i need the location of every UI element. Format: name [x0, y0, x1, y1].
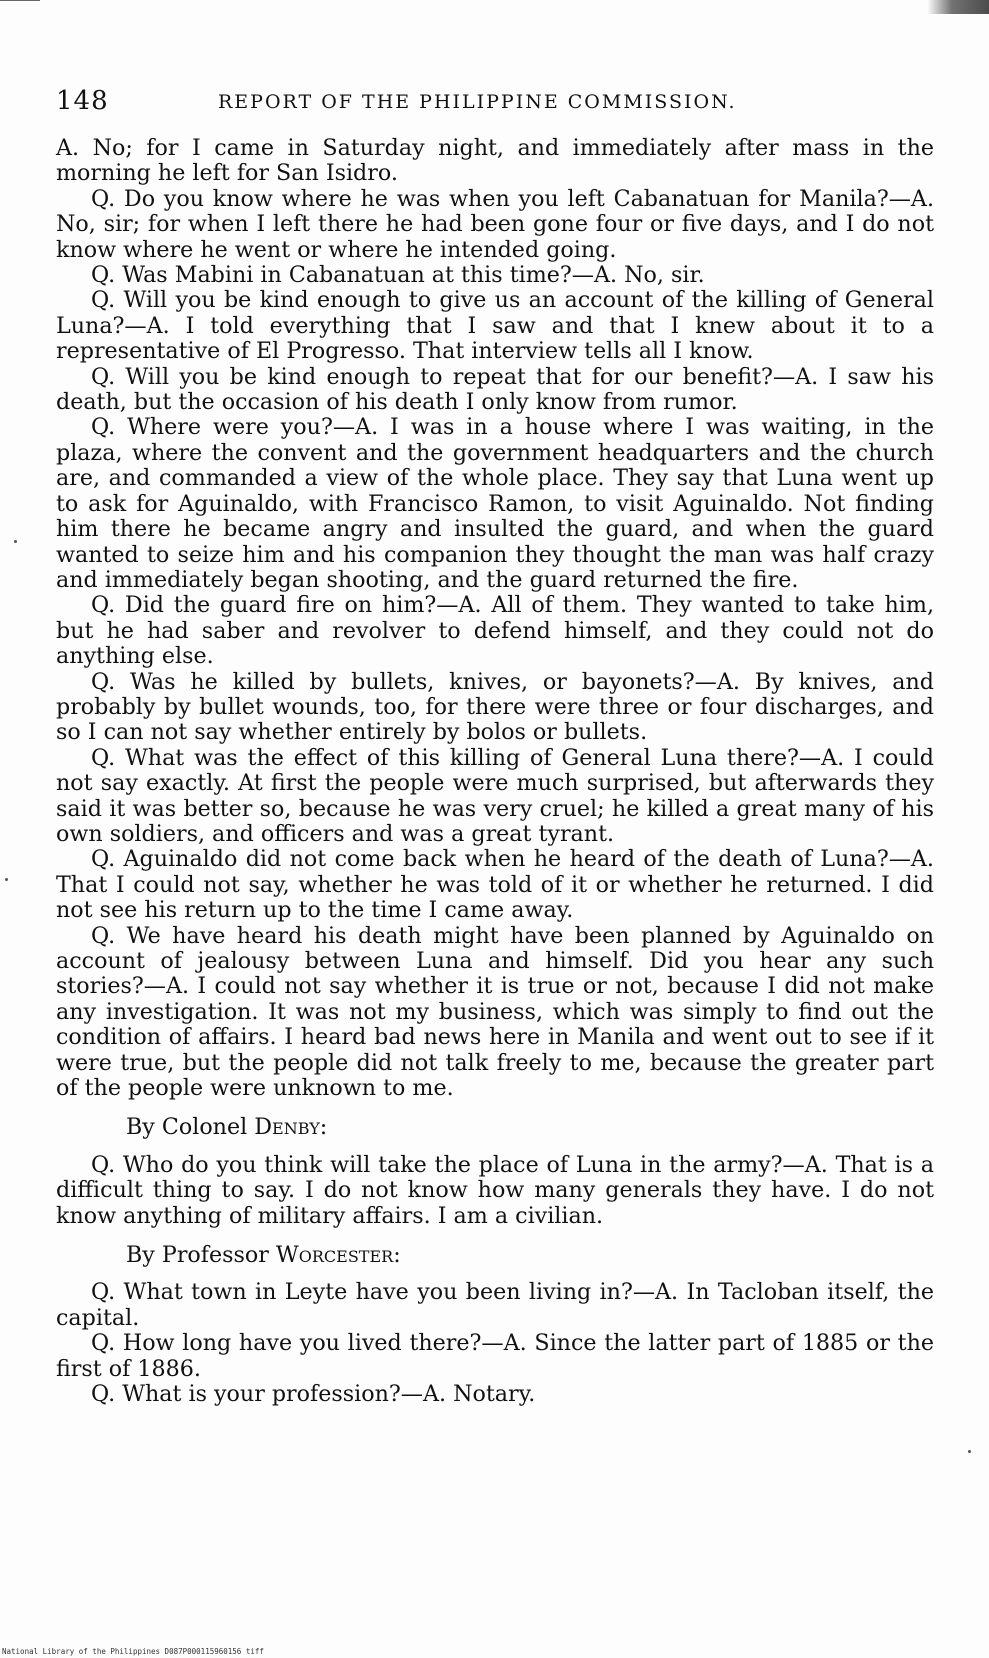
- speaker-heading-worcester: [56, 1243, 934, 1268]
- speaker-suffix: :: [393, 1242, 401, 1269]
- speaker-prefix: By Professor: [126, 1242, 276, 1269]
- scan-speck: [968, 1450, 971, 1453]
- speaker-heading-denby: [56, 1115, 934, 1140]
- speaker-prefix: By Colonel: [126, 1114, 255, 1141]
- paragraph: Q. Will you be kind enough to repeat that for our benefit?—A. I saw his death, but the occasion of his death I only know from rumor.: [56, 363, 934, 416]
- paragraph: Q. Who do you think will take the place of Luna in the army?—A. That is a difficult thing to say. I do not know how many generals they have. I do not know anything of military affairs. I am a civilian.: [56, 1151, 934, 1229]
- paragraph: Q. Will you be kind enough to give us an account of the killing of General Luna?—A. I told everything that I saw and that I knew about it to a representative of El Progresso. That interview tells all I know.: [56, 287, 934, 365]
- speaker-suffix: :: [319, 1114, 328, 1141]
- scan-speck: [5, 878, 8, 881]
- body-text: [56, 136, 934, 1408]
- paragraph: Q. What town in Leyte have you been living in?—A. In Tacloban itself, the capital.: [56, 1279, 934, 1331]
- paragraph: Q. Aguinaldo did not come back when he heard of the death of Luna?—A. That I could not say, whether he was told of it or whether he returned. I did not see his return up to the time I came away.: [56, 846, 934, 924]
- scan-footer: National Library of the Philippines D087P000115960156 tiff: [2, 1647, 264, 1656]
- paragraph: Q. What was the effect of this killing of General Luna there?—A. I could not say exactly. At first the people were much surprised, but afterwards they said it was better so, because he was very cruel; he killed a great many of his own soldiers, and officers and was a great tyrant.: [56, 744, 934, 847]
- speaker-name: Denby: [254, 1114, 320, 1141]
- paragraph: Q. We have heard his death might have been planned by Aguinaldo on account of jealousy between Luna and himself. Did you hear any such stories?—A. I could not say whether it is true or not, because I did not make any investigation. It was not my business, which was simply to find out the condition of affairs. I heard bad news here in Manila and went out to see if it were true, but the people did not talk freely to me, because the greater part of the people were unknown to me.: [56, 922, 934, 1102]
- paragraph: Q. What is your profession?—A. Notary.: [91, 1381, 536, 1408]
- running-head: REPORT OF THE PHILIPPINE COMMISSION.: [218, 91, 737, 113]
- scan-corner-mark: [927, 0, 989, 14]
- paragraph: Q. Did the guard fire on him?—A. All of them. They wanted to take him, but he had saber and revolver to defend himself, and they could not do anything else.: [56, 592, 934, 670]
- page-number: 148: [56, 86, 109, 116]
- paragraph: Q. Was he killed by bullets, knives, or bayonets?—A. By knives, and probably by bullet wounds, too, for there were three or four discharges, and so I can not say whether entirely by bolos or bullets.: [56, 668, 934, 746]
- page-header: [56, 86, 936, 116]
- paragraph: Q. Where were you?—A. I was in a house where I was waiting, in the plaza, where the convent and the government headquarters and the church are, and commanded a view of the whole place. They say that Luna went up to ask for Aguinaldo, with Francisco Ramon, to visit Aguinaldo. Not finding him there he became angry and insulted the guard, and when the guard wanted to seize him and his companion they thought the man was half crazy and immediately began shooting, and the guard returned the fire.: [56, 414, 934, 593]
- scan-edge-mark: [0, 0, 40, 1]
- paragraph: A. No; for I came in Saturday night, and immediately after mass in the morning he left for San Isidro.: [56, 135, 934, 187]
- scan-speck: [14, 540, 17, 543]
- paragraph: Q. Was Mabini in Cabanatuan at this time?—A. No, sir.: [91, 262, 705, 289]
- paragraph: Q. How long have you lived there?—A. Since the latter part of 1885 or the first of 1886.: [56, 1330, 934, 1382]
- speaker-name: Worcester: [275, 1242, 394, 1269]
- paragraph: Q. Do you know where he was when you left Cabanatuan for Manila?—A. No, sir; for when I left there he had been gone four or five days, and I do not know where he went or where he intended going.: [56, 185, 934, 263]
